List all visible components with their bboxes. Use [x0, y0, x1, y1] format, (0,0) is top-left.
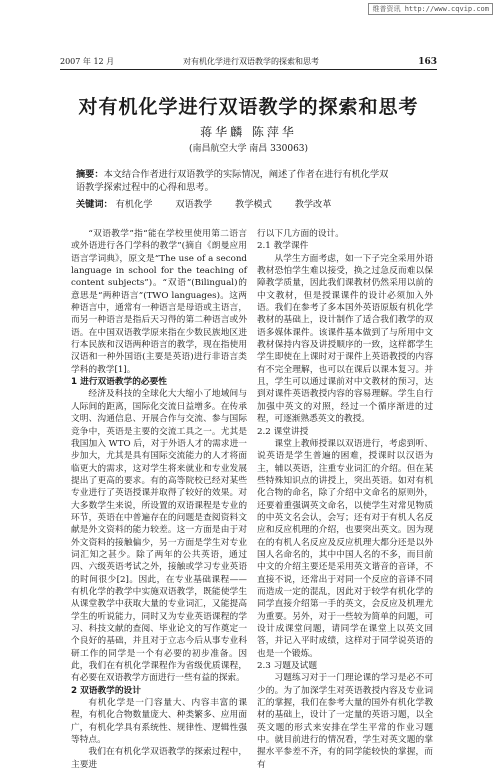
body-paragraph: 经济及科技的全球化大大缩小了地域间与人际间的距离，国际化交流日益增多。在传承文明、沟通信息、开展合作与交流、参与国际竞争中，英语是主要的交流工具之一。尤其是我国加入 WTO 后，对于外语人才的需求进一步加大，尤其是具有国际交流能力的人才将面临更大的需求，这对学生将来就业和专业发展提出了更高的要求。有的高等院校已经对某些专业进行了英语授课并取得了较好的效果。对大多数学生来说，所设置的双语课程是专业的环节，英语在中普遍存在的问题是查阅资料文献是外文资料的能力较差。这一方面是由于对外文资料的接触偏少，另一方面是学生对专业词汇知之甚少。除了两年的公共英语，通过四、六级英语考试之外，接触或学习专业英语的时间很少[2]。因此，在专业基础课程——有机化学的教学中实施双语教学，既能使学生从课堂教学中获取大量的专业词汇，又能提高学生的听说能力，同时又为专业英语课程的学习、科技文献的查阅、毕业论文的写作奠定一个良好的基础，并且对于立志今后从事专业科研工作的同学是一个有必要的初步准备。因此，我们在有机化学课程作为省级优质课程，有必要在双语教学方面进行一些有益的探索。: [71, 389, 247, 684]
affiliation: (南昌航空大学 南昌 330063): [188, 144, 309, 154]
header-date: 2007 年 12 月: [60, 57, 115, 66]
body-paragraph: 习题练习对于一门理论课的学习是必不可少的。为了加深学生对英语教授内容及专业词汇的掌握，我们在参考大量的国外有机化学教材的基础上，设计了一定量的英语习题，以全英文题的形式来安排在学生平常的作业习题中。就目前进行的情况看，学生对英文题的掌握水平参差不齐，有的同学能较快的掌握，而有: [257, 673, 433, 770]
watermark-stamp: 维普资讯 http://www.cqvip.com: [368, 3, 493, 15]
section-heading: 2.2 课堂讲授: [257, 426, 309, 437]
right-column: [257, 228, 433, 771]
abstract-text: 本文结合作者进行双语教学的实际情况，阐述了作者在进行有机化学双语教学探索过程中的心得和思考。: [76, 169, 389, 193]
running-header: [60, 55, 437, 67]
body-paragraph: 行以下几方面的设计。: [257, 229, 344, 239]
authors: 蒋华麟 陈萍华: [200, 125, 297, 139]
section-heading: 1 进行双语教学的必要性: [71, 377, 167, 388]
section-heading: 2.3 习题及试题: [257, 661, 318, 672]
abstract-label: 摘要：: [76, 169, 104, 180]
page-number: 163: [418, 57, 437, 67]
body-paragraph: 有机化学是一门容量大、内容丰富的课程，有机化合物数量庞大、种类繁多、应用面广，有机化学具有系统性、规律性、逻辑性强等特点。: [71, 698, 247, 746]
keywords: [76, 196, 417, 210]
keywords-label: 关键词：: [76, 199, 113, 210]
header-journal: 对有机化学进行双语教学的探索和思考: [183, 57, 319, 66]
keyword: 教学改革: [294, 199, 332, 210]
paper-title: 对有机化学进行双语教学的探索和思考: [78, 96, 419, 118]
keyword: 教学模式: [235, 199, 272, 210]
keyword: 有机化学: [115, 199, 153, 210]
section-heading: 2 双语教学的设计: [71, 685, 141, 696]
abstract: [76, 168, 397, 194]
header-rule: [60, 69, 437, 70]
section-heading: 2.1 教学课件: [257, 241, 309, 252]
body-paragraph: 我们在有机化学双语教学的探索过程中，主要进: [71, 747, 247, 770]
body-paragraph: 从学生方面考虑，如一下子完全采用外语教材恐怕学生难以接受，换之过急反而难以保障教学质量，因此我们课教材仍然采用以前的中文教材，但是授课课件的设计必须加入外语。我们在参考了多本国外英语原版有机化学教材的基础上，设计制作了适合我们教学的双语多媒体课件。该课件基本做到了与所用中文教材保持内容及讲授顺序的一致，这样都学生学生即使在上课时对于课件上英语教授的内容有不完全理解，也可以在课后以课本复习。并且，学生可以通过课前对中文教材的预习，达到对课件英语教授内容的容易理解。学生自行加强中英文的对照，经过一个循序渐进的过程，可逐渐熟悉英文的教授。: [257, 253, 433, 425]
body-paragraph: 课堂上教师授课以双语进行，考虑到听、说英语是学生普遍的困难，授课时以汉语为主，辅以英语，注重专业词汇的介绍。但在某些特殊知识点的讲授上，突出英语。如对有机化合物的命名，除了介绍中文命名的原则外，还要着重强调英文命名，以使学生对常见物质的中英文名会认，会写；还有对于有机人名反应和反应机理的介绍，也要突出英文。因为现在的有机人名反应及反应机理大都分还是以外国人名命名的，其中中国人名的不多，而目前中文的介绍主要还是采用英文谐音的音译，不直接不说，还常出于对同一个反应的音译不同而造成一定的混乱，因此对于较学有机化学的同学直接介绍第一手的英文，会反应及机理尤为重要。另外，对于一些较为简单的问题，可设计成课堂问题，请同学在课堂上以英文回答，并记入平时成绩，这样对于同学说英语的也是一个锻炼。: [257, 438, 433, 659]
body-paragraph: “双语教学”指“能在学校里使用第二语言或外语进行各门学科的教学”(摘自《朗曼应用语言学词典》，原文是“The use of a second language in school for the teaching of content subjects”)。“双语”(Bilingual)的意思是“两种语言”(TWO languages)。这两种语言中，通常有一种语言是母语或主语言，而另一种语言是指后天习得的第二种语言或外语。在中国双语教学原来指在少数民族地区进行本民族和汉语两种语言的教学，现在指使用汉语和一种外国语(主要是英语)进行非语言类学科的教学[1]。: [71, 229, 247, 375]
keyword: 双语教学: [175, 199, 213, 210]
left-column: [71, 228, 247, 771]
